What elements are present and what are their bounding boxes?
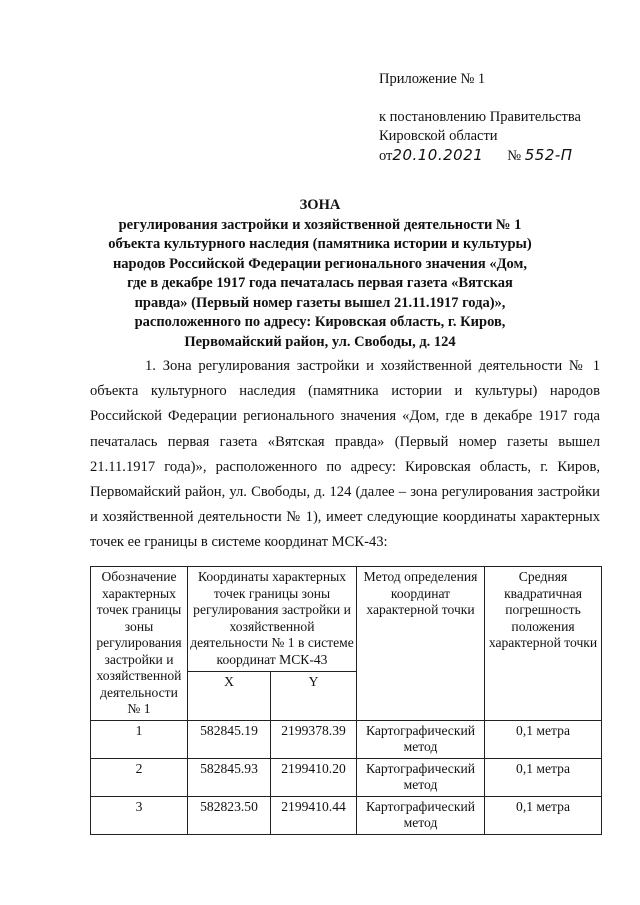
table-row (91, 796, 602, 834)
header-y: Y (271, 671, 357, 720)
zone-title-line: объекта культурного наследия (памятника истории и культуры) (108, 236, 532, 252)
cell-x: 582823.50 (188, 796, 271, 834)
cell-y: 2199378.39 (271, 720, 357, 758)
handwritten-date: 20.10.2021 (392, 146, 484, 164)
zone-title-line: где в декабре 1917 года печаталась первая газета «Вятская (127, 275, 513, 291)
header-method: Метод определения координат характерной точки (357, 567, 485, 721)
cell-method: Картографический метод (357, 720, 485, 758)
zone-title (60, 196, 580, 352)
number-prefix: № (507, 148, 522, 164)
appendix-block (379, 70, 619, 166)
cell-method: Картографический метод (357, 758, 485, 796)
date-prefix: от (379, 148, 393, 164)
cell-x: 582845.93 (188, 758, 271, 796)
appendix-title: Приложение № 1 (379, 71, 486, 87)
cell-error: 0,1 метра (485, 758, 602, 796)
header-coordinates: Координаты характерных точек границы зоны регулирования застройки и хозяйственной деятельности № 1 в системе координат МСК-43 (188, 567, 357, 672)
cell-y: 2199410.20 (271, 758, 357, 796)
cell-method: Картографический метод (357, 796, 485, 834)
cell-point-id: 2 (91, 758, 188, 796)
cell-error: 0,1 метра (485, 796, 602, 834)
zone-title-line: регулирования застройки и хозяйственной деятельности № 1 (118, 216, 522, 233)
zone-title-line: Первомайский район, ул. Свободы, д. 124 (184, 333, 456, 350)
handwritten-number: 552-П (524, 146, 573, 164)
zone-title-line: правда» (Первый номер газеты вышел 21.11.1917 года)», (134, 294, 506, 311)
cell-y: 2199410.44 (271, 796, 357, 834)
header-point-designation: Обозначение характерных точек границы зоны регулирования застройки и хозяйственной деятельности № 1 (91, 567, 188, 721)
coordinates-table (90, 566, 602, 835)
table-header-row (91, 567, 602, 672)
body-paragraph: 1. Зона регулирования застройки и хозяйственной деятельности № 1 объекта культурного наследия (памятника истории и культуры) народов Российской Федерации регионального значения «Дом, где в декабре 1917 года печаталась первая газета «Вятская правда» (Первый номер газеты вышел 21.11.1917 года)», расположенного по адресу: Кировская область, г. Киров, Первомайский район, ул. Свободы, д. 124 (далее – зона регулирования застройки и хозяйственной деятельности № 1), имеет следующие координаты характерных точек ее границы в системе координат МСК-43: (90, 358, 600, 551)
zone-title-line: расположенного по адресу: Кировская область, г. Киров, (134, 314, 506, 330)
table-row (91, 720, 602, 758)
appendix-spacer (379, 89, 619, 108)
header-error: Средняя квадратичная погрешность положения характерной точки (485, 567, 602, 721)
cell-error: 0,1 метра (485, 720, 602, 758)
cell-x: 582845.19 (188, 720, 271, 758)
appendix-line-1: к постановлению Правительства (379, 109, 581, 125)
table-row (91, 758, 602, 796)
zone-heading: ЗОНА (299, 197, 341, 213)
cell-point-id: 1 (91, 720, 188, 758)
cell-point-id: 3 (91, 796, 188, 834)
header-x: X (188, 671, 271, 720)
appendix-line-2: Кировской области (379, 128, 498, 144)
appendix-date-line (379, 146, 619, 166)
zone-title-line: народов Российской Федерации регионального значения «Дом, (112, 255, 528, 272)
